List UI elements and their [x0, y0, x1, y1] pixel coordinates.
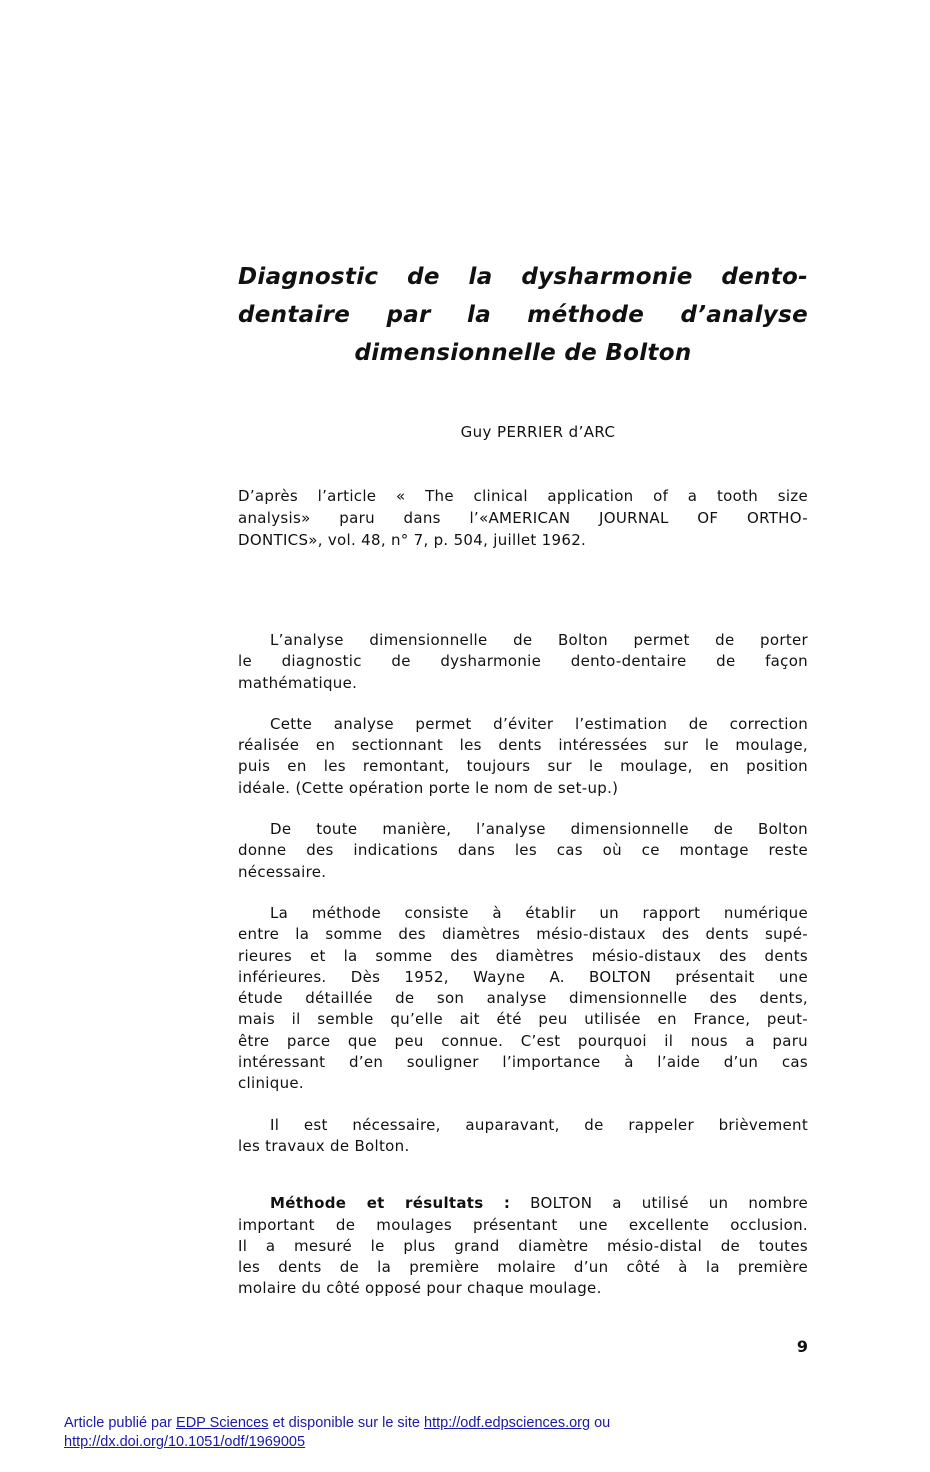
- paragraph-methods-results: [238, 1193, 808, 1299]
- source-note: [238, 485, 808, 551]
- article-body: [238, 630, 808, 1320]
- source-line: D’après l’article « The clinical application of a tooth size: [238, 487, 808, 505]
- text-line: Il est nécessaire, auparavant, de rappeler brièvement: [270, 1115, 808, 1134]
- text-line: mathématique.: [238, 673, 358, 692]
- lead-rest: BOLTON a utilisé un nombre: [510, 1194, 809, 1213]
- text-line: entre la somme des diamètres mésio-distaux des dents supé-: [238, 925, 808, 944]
- author-name: Guy PERRIER d’ARC: [460, 423, 616, 441]
- text-line: étude détaillée de son analyse dimensionnelle des dents,: [238, 989, 808, 1008]
- text-line: les dents de la première molaire d’un côté à la première: [238, 1258, 808, 1277]
- source-line: DONTICS», vol. 48, n° 7, p. 504, juillet 1962.: [238, 531, 587, 549]
- section-lead: Méthode et résultats :: [270, 1194, 511, 1213]
- page-number: 9: [796, 1337, 808, 1356]
- text-line: Il a mesuré le plus grand diamètre mésio-distal de toutes: [238, 1236, 808, 1255]
- paragraph-setup: [238, 714, 808, 799]
- text-line: donne des indications dans les cas où ce montage reste: [238, 841, 808, 860]
- article-title: [238, 258, 808, 372]
- site-link[interactable]: http://odf.edpsciences.org: [424, 1415, 591, 1431]
- footer-middle: et disponible sur le site: [268, 1415, 425, 1431]
- footer-prefix: Article publié par: [64, 1415, 177, 1431]
- paragraph-indications: [238, 819, 808, 883]
- title-line: Diagnostic de la dysharmonie dento-: [238, 264, 808, 290]
- text-line: molaire du côté opposé pour chaque moulage.: [238, 1279, 602, 1298]
- publisher-link[interactable]: EDP Sciences: [176, 1415, 269, 1431]
- text-line: La méthode consiste à établir un rapport numérique: [270, 903, 808, 922]
- paragraph-intro: [238, 630, 808, 694]
- source-line: analysis» paru dans l’«AMERICAN JOURNAL OF ORTHO-: [238, 509, 808, 527]
- text-line: nécessaire.: [238, 862, 327, 881]
- paragraph-method: [238, 903, 808, 1095]
- publisher-footer: [64, 1414, 784, 1452]
- text-line: [238, 1193, 808, 1214]
- text-line: les travaux de Bolton.: [238, 1136, 410, 1155]
- text-line: clinique.: [238, 1074, 304, 1093]
- text-line: rieures et la somme des diamètres mésio-distaux des dents: [238, 946, 808, 965]
- text-line: inférieures. Dès 1952, Wayne A. BOLTON présentait une: [238, 967, 808, 986]
- text-line: Cette analyse permet d’éviter l’estimation de correction: [270, 714, 808, 733]
- text-line: De toute manière, l’analyse dimensionnelle de Bolton: [270, 820, 808, 839]
- text-line: L’analyse dimensionnelle de Bolton permet de porter: [270, 631, 808, 649]
- text-line: puis en les remontant, toujours sur le moulage, en position: [238, 757, 808, 776]
- text-line: réalisée en sectionnant les dents intéressées sur le moulage,: [238, 736, 808, 755]
- title-line: dimensionnelle de Bolton: [354, 340, 692, 366]
- title-line: dentaire par la méthode d’analyse: [238, 302, 808, 328]
- text-line: être parce que peu connue. C’est pourquoi il nous a paru: [238, 1031, 808, 1050]
- text-line: important de moulages présentant une excellente occlusion.: [238, 1215, 808, 1234]
- text-line: idéale. (Cette opération porte le nom de set-up.): [238, 778, 619, 797]
- text-line: le diagnostic de dysharmonie dento-dentaire de façon: [238, 652, 808, 671]
- paragraph-transition: [238, 1115, 808, 1158]
- text-line: mais il semble qu’elle ait été peu utilisée en France, peut-: [238, 1010, 808, 1029]
- footer-suffix: ou: [590, 1415, 611, 1431]
- text-line: intéressant d’en souligner l’importance à l’aide d’un cas: [238, 1053, 808, 1072]
- doi-link[interactable]: http://dx.doi.org/10.1051/odf/1969005: [64, 1434, 306, 1450]
